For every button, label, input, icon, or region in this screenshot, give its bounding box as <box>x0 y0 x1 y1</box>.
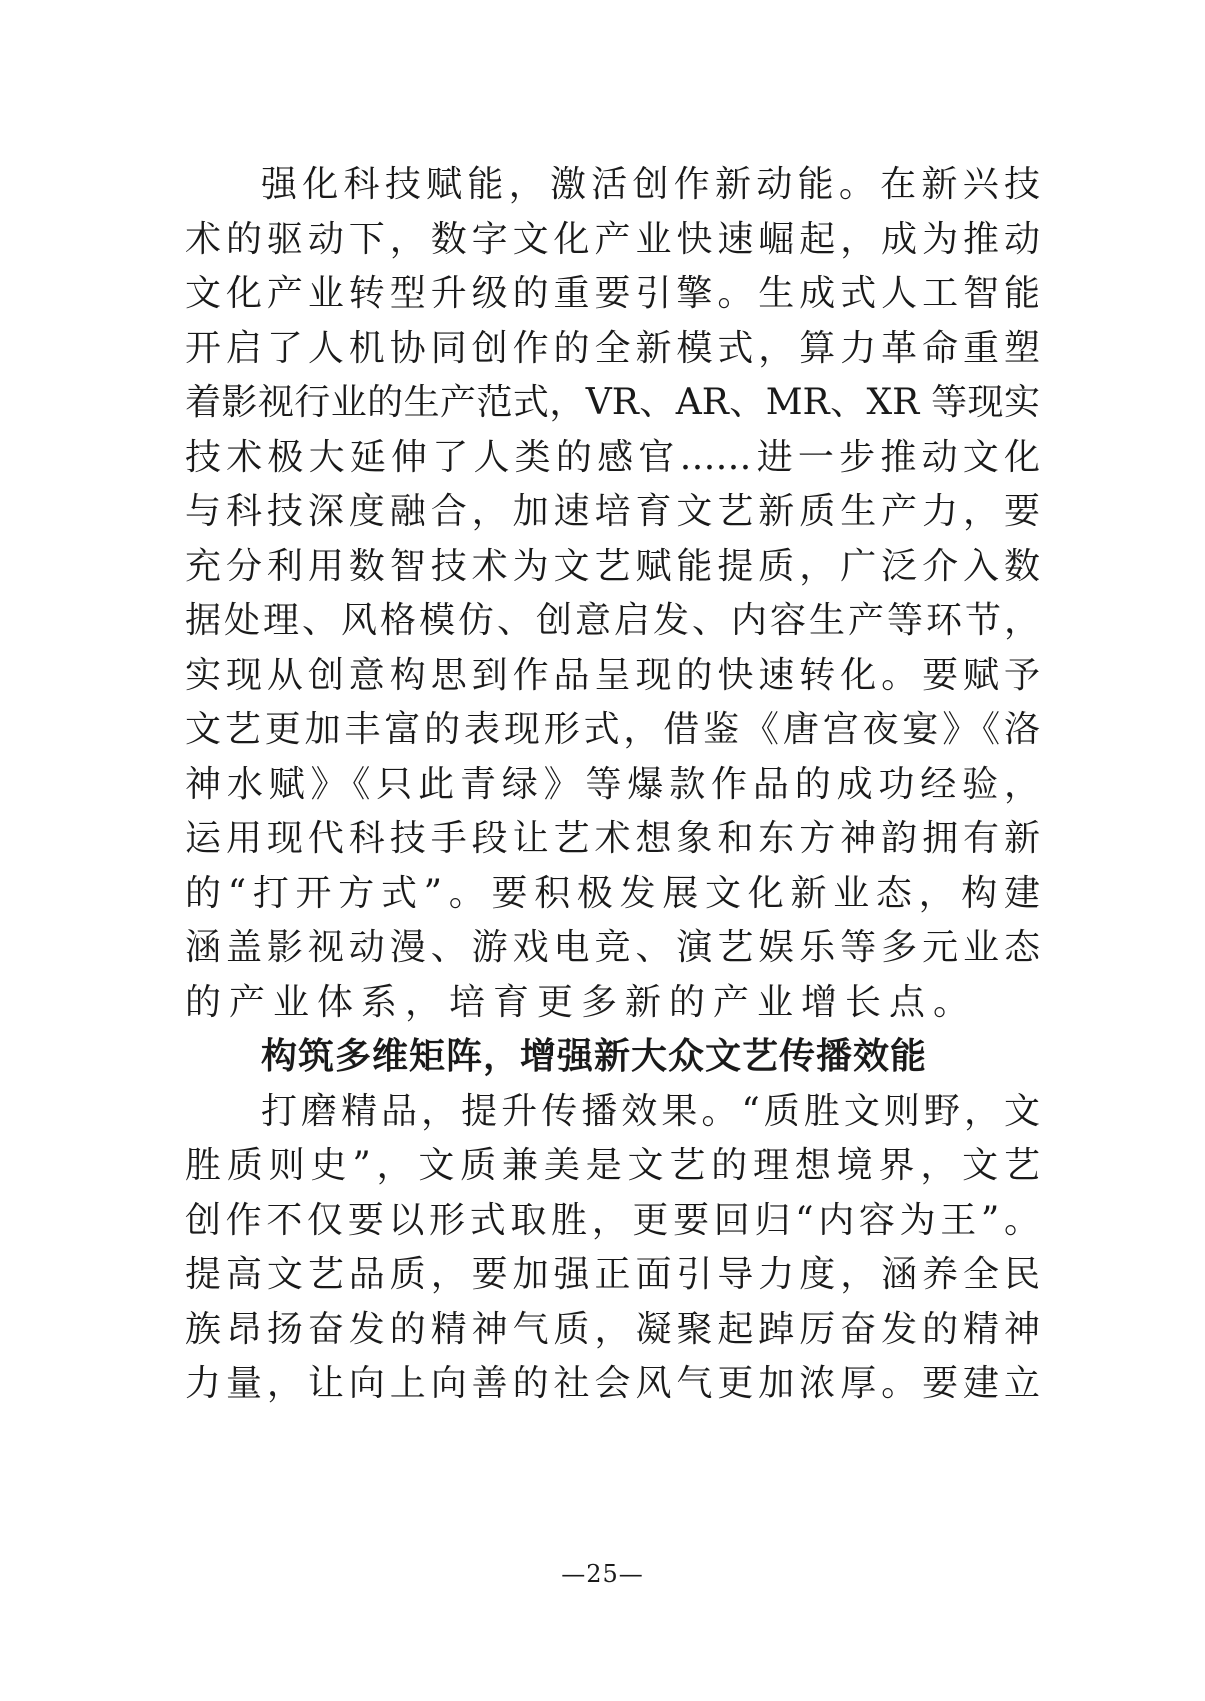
text-line: 着影视行业的生产范式，VR、AR、MR、XR 等现实 <box>185 382 1040 423</box>
text-line: 开启了人机协同创作的全新模式，算力革命重塑 <box>185 327 1040 369</box>
text-line: 力量，让向上向善的社会风气更加浓厚。要建立 <box>185 1363 1040 1404</box>
page-number: —25— <box>561 1560 644 1588</box>
text-line: 与科技深度融合，加速培育文艺新质生产力，要 <box>185 491 1040 532</box>
text-line: 实现从创意构思到作品呈现的快速转化。要赋予 <box>185 654 1040 696</box>
text-line: 的“打开方式”。要积极发展文化新业态，构建 <box>185 872 1040 914</box>
document-body <box>185 158 1040 1412</box>
text-line: 提高文艺品质，要加强正面引导力度，涵养全民 <box>185 1254 1040 1295</box>
text-line: 运用现代科技手段让艺术想象和东方神韵拥有新 <box>185 818 1040 859</box>
text-line: 文艺更加丰富的表现形式，借鉴《唐宫夜宴》《洛 <box>185 709 1040 750</box>
text-line: 打磨精品，提升传播效果。“质胜文则野，文 <box>261 1090 1040 1132</box>
paragraph <box>185 1085 1040 1412</box>
text-line: 的产业体系，培育更多新的产业增长点。 <box>185 981 978 1023</box>
text-line: 术的驱动下，数字文化产业快速崛起，成为推动 <box>185 218 1040 260</box>
text-line: 神水赋》《只此青绿》等爆款作品的成功经验， <box>185 763 1040 805</box>
text-line: 胜质则史”，文质兼美是文艺的理想境界，文艺 <box>185 1145 1040 1186</box>
text-line: 强化科技赋能，激活创作新动能。在新兴技 <box>261 164 1040 205</box>
text-line: 涵盖影视动漫、游戏电竞、演艺娱乐等多元业态 <box>185 927 1040 968</box>
text-line: 技术极大延伸了人类的感官……进一步推动文化 <box>185 436 1040 478</box>
text-line: 创作不仅要以形式取胜，更要回归“内容为王”。 <box>185 1199 1040 1241</box>
text-line: 文化产业转型升级的重要引擎。生成式人工智能 <box>185 273 1040 314</box>
text-line: 据处理、风格模仿、创意启发、内容生产等环节， <box>185 600 1040 641</box>
section-heading <box>185 1030 1040 1085</box>
text-line: 族昂扬奋发的精神气质，凝聚起踔厉奋发的精神 <box>185 1308 1040 1350</box>
paragraph <box>185 158 1040 1030</box>
heading-text: 构筑多维矩阵，增强新大众文艺传播效能 <box>261 1036 928 1077</box>
text-line: 充分利用数智技术为文艺赋能提质，广泛介入数 <box>185 545 1040 587</box>
